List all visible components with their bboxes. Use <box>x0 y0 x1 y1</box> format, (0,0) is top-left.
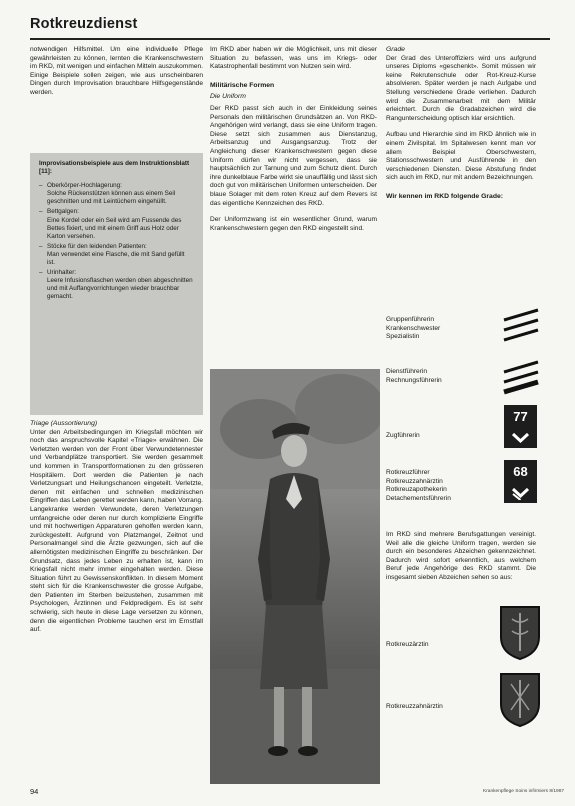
rank-gruppenfuehrerin: Gruppenführerin Krankenschwester Spezialistin <box>386 316 441 341</box>
improvisation-box <box>30 153 203 415</box>
ranks-heading: Wir kennen im RKD folgende Grade: <box>386 192 504 200</box>
uniform-text-2: Der Uniformzwang ist ein wesentlicher Grund, warum Krankenschwestern gegen den RKD eingestellt sind. <box>210 216 377 232</box>
uniform-photo <box>210 369 380 784</box>
triage-text: Unter den Arbeitsbedingungen im Kriegsfall möchten wir noch das anspruchsvolle Kapitel «Triage» erwähnen. Die Verletzten werden von der Front über Verwundetennester und Verbandplätze transportiert. Sie werden gesammelt und kommen in Transportformationen zu den grösseren Hospitälern. Dort werden die Patienten je nach Verletzungsart und Heilungschancen eingeteilt. Verletzte, denen mit einfachen und schnellen medizinischen Eingriffen das Leben gerettet werden kann, haben Vorrang. Langekranke werden Verwundete, deren Verletzungen umfangreiche oder deren nur durch komplizierte Eingriffe und mit hochwertigen Apparaturen geholfen werden kann, zurückgestellt. Aufgrund von Platzmangel, Zeitnot und Personalmangel sind die Ärzte gezwungen, sich auf die allernötigsten medizinischen Eingriffe zu beschränken. Der Grundsatz, dass jedes Leben zu erhalten ist, kann im Kriegsfall nicht mehr immer eingehalten werden. Diese Situation führt zu Gewissenskonflikten. In diesem Moment steht sich für die Krankenschwester die grosse Aufgabe, den Patienten im Sterben beizustehen, zusammen mit Psychologen, Ärztinnen und Feldpredigern. Es ist sehr schwierig, sich heute in diese Lage versetzen zu können, denn die eigentlichen Probleme tauchen erst im Ernstfall auf. <box>30 428 203 634</box>
rank-zugfuehrerin: Zugführerin <box>386 432 420 439</box>
item-label: Urinhalter: <box>47 269 77 277</box>
uniform-text: Der RKD passt sich auch in der Einkleidung seines Personals den militärischen Grundsätzen an. Von RKD-Angehörigen wird verlangt, dass sie eine Uniform tragen. Diese setzt sich zusammen aus Dienstanzug, Arbeitsanzug und Ausgangsanzug. Trotz der Angleichung dieser Krankenschwestern gegen diese Uniform dürfen wir nicht vergessen, dass sie hauptsächlich zur Tarnung und zum Schutz dient. Durch ihre dunkelblaue Farbe wirkt sie unauffällig und lässt sich doch gut von militärischen Uniformen unterscheiden. Der blaue Solager mit dem roten Kreuz auf dem Revers ist das eigentliche Kennzeichen des RKD. <box>210 104 377 207</box>
item-text: Solche Rückenstützen können aus einem Seil geschnitten und mit Leintüchern eingehüllt. <box>47 190 176 206</box>
badge-68-icon <box>504 460 537 503</box>
uniform-heading: Die Uniform <box>210 93 246 101</box>
item-label: Stöcke für den leidenden Patienten: <box>47 242 147 250</box>
triage-section <box>30 420 203 635</box>
military-heading: Militärische Formen <box>210 81 275 89</box>
caduceus-patch-icon <box>497 603 543 661</box>
box-title: Improvisationsbeispiele aus dem Instruktionsblatt [11]: <box>39 160 190 176</box>
list-item <box>39 182 194 206</box>
grade-text-2: Aufbau und Hierarchie sind im RKD ähnlich wie in einem Zivilspital. Im Spitalwesen kennt man vor allem Beispiel Oberschwestern, Stationsschwestern und Ausführende in den verschiedenen Diensten. Diese Abstufung findet sich auch im RKD, nur mit andern Bezeichnungen. <box>386 131 536 182</box>
chevron-stripe-insignia-icon <box>500 360 542 396</box>
list-item <box>39 269 194 301</box>
patch-label-rotkreuzzahnaerztin: Rotkreuzzahnärztin <box>386 703 443 710</box>
chevron-down-icon <box>504 486 537 500</box>
col2-intro: Im RKD aber haben wir die Möglichkeit, uns mit dieser Situation zu befassen, was uns im Kriegs- oder Katastrophenfall bestimmt von Nutzen sein wird. <box>210 46 377 71</box>
triage-heading: Triage (Aussortierung) <box>30 420 98 427</box>
patch-label-rotkreuzaerztin: Rotkreuzärztin <box>386 641 429 648</box>
header-rule <box>30 38 550 40</box>
grade-heading: Grade <box>386 46 405 53</box>
page-title: Rotkreuzdienst <box>30 16 138 32</box>
intro-paragraph: notwendigen Hilfsmittel. Um eine individuelle Pflege gewährleisten zu können, lernten die Krankenschwestern im RKD, mit wenigen und einfachen Mitteln auszukommen. Einige Beispiele sollen zeigen, wie aus unscheinbaren Dingen durch Improvisation brauchbare Hilfsgegenstände werden. <box>30 46 203 96</box>
column-1-intro <box>30 46 203 98</box>
improvisation-list <box>39 182 194 301</box>
column-3-text <box>386 46 536 202</box>
list-item <box>39 208 194 240</box>
grade-text: Der Grad des Unteroffiziers wird uns aufgrund unseres Diploms «geschenkt». Somit müssen wir keine Rekrutenschule oder Rot-Kreuz-Kurse absolvieren. Später werden je nach Aufgabe und Stellung verschiedene Grade verliehen. Dadurch wird die Zusammenarbeit mit dem Militär erleichtert. Durch die Gradabzeichen wird die Rangunterscheidung optisch klar ersichtlich. <box>386 54 536 122</box>
insignia-text: Im RKD sind mehrere Berufsgattungen vereinigt. Weil alle die gleiche Uniform tragen, werden sie durch ein besonderes Abzeichen gekennzeichnet. Dadurch wird sofort erkenntlich, aus welchem Beruf jede Angehörige des RKD stammt. Die insgesamt sieben Abzeichen sehen so aus: <box>386 531 536 581</box>
badge-number: 77 <box>513 409 528 424</box>
badge-number: 68 <box>513 464 528 479</box>
item-text: Eine Kordel oder ein Seil wird am Fussende des Bettes fixiert, und mit einem Griff aus Holz oder Karton versehen. <box>47 216 182 240</box>
item-label: Bettgalgen: <box>47 208 79 216</box>
rank-dienstfuehrerin: Dienstführerin Rechnungsführerin <box>386 368 442 384</box>
nurse-in-uniform-figure <box>210 369 380 784</box>
badge-77-icon <box>504 405 537 448</box>
rank-rotkreuzfuehrer: Rotkreuzführer Rotkreuzzahnärztin Rotkreuzapothekerin Detachementsführerin <box>386 469 451 502</box>
dental-patch-icon <box>497 670 543 728</box>
list-item <box>39 243 194 267</box>
chevron-down-icon <box>504 431 537 445</box>
page-number: 94 <box>30 787 39 796</box>
item-text: Leere Infusionsflaschen werden oben abgeschnitten und mit Auffangvorrichtungen wieder brauchbar gemacht. <box>47 277 193 301</box>
insignia-section <box>386 531 536 583</box>
column-2-text <box>210 46 377 233</box>
three-stripe-insignia-icon <box>500 308 542 344</box>
item-text: Man verwendet eine Flasche, die mit Sand gefüllt ist. <box>47 250 185 267</box>
item-label: Oberkörper-Hochlagerung: <box>47 182 122 190</box>
journal-footer: Krankenpflege Soins infirmiers 8/1987 <box>483 789 565 794</box>
